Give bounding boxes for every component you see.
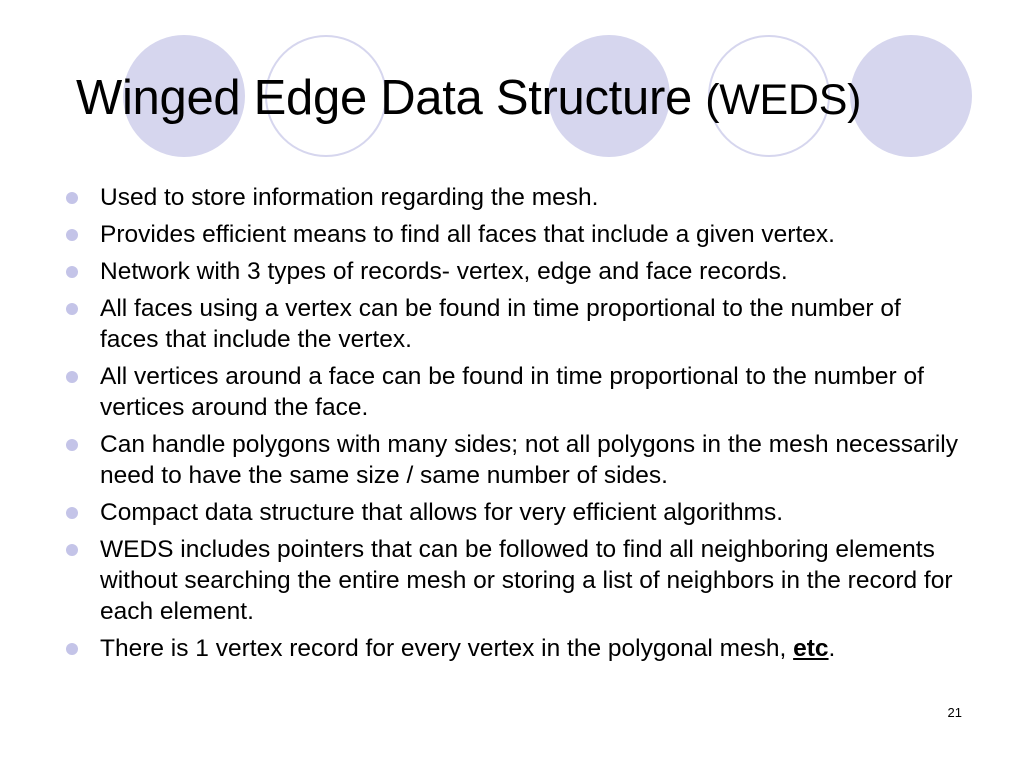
bullet-icon bbox=[66, 192, 78, 204]
bullet-item bbox=[66, 534, 966, 627]
decorative-circle bbox=[850, 35, 972, 157]
bullet-icon bbox=[66, 507, 78, 519]
bullet-end: . bbox=[828, 635, 836, 662]
bullet-item bbox=[66, 497, 966, 528]
bullet-icon bbox=[66, 266, 78, 278]
bullet-text: Provides efficient means to find all faces that include a given vertex. bbox=[100, 221, 835, 248]
bullet-item bbox=[66, 361, 966, 423]
bullet-text: Network with 3 types of records- vertex, edge and face records. bbox=[100, 258, 788, 285]
bullet-text: All vertices around a face can be found in time proportional to the number of vertices around the face. bbox=[100, 363, 924, 421]
bullet-text: Used to store information regarding the mesh. bbox=[100, 184, 599, 211]
bullet-icon bbox=[66, 229, 78, 241]
slide-title-suffix: (WEDS) bbox=[705, 76, 862, 124]
bullet-icon bbox=[66, 371, 78, 383]
bullet-text: All faces using a vertex can be found in time proportional to the number of faces that include the vertex. bbox=[100, 295, 901, 353]
bullet-item bbox=[66, 182, 966, 213]
bullet-item bbox=[66, 293, 966, 355]
bullet-icon bbox=[66, 643, 78, 655]
bullet-icon bbox=[66, 544, 78, 556]
bullet-item bbox=[66, 219, 966, 250]
emphasis-etc: etc bbox=[793, 635, 829, 662]
bullet-text: WEDS includes pointers that can be followed to find all neighboring elements without searching the entire mesh or storing a list of neighbors in the record for each element. bbox=[100, 536, 953, 625]
bullet-icon bbox=[66, 439, 78, 451]
bullet-text: Can handle polygons with many sides; not all polygons in the mesh necessarily need to have the same size / same number of sides. bbox=[100, 431, 958, 489]
bullet-item bbox=[66, 633, 966, 664]
bullet-list bbox=[66, 182, 966, 670]
slide-title bbox=[76, 66, 861, 132]
bullet-item bbox=[66, 429, 966, 491]
bullet-icon bbox=[66, 303, 78, 315]
slide-title-main: Winged Edge Data Structure bbox=[76, 71, 692, 125]
bullet-text: There is 1 vertex record for every vertex in the polygonal mesh, bbox=[100, 635, 794, 662]
bullet-text: Compact data structure that allows for very efficient algorithms. bbox=[100, 499, 784, 526]
page-number: 21 bbox=[947, 705, 962, 720]
bullet-item bbox=[66, 256, 966, 287]
